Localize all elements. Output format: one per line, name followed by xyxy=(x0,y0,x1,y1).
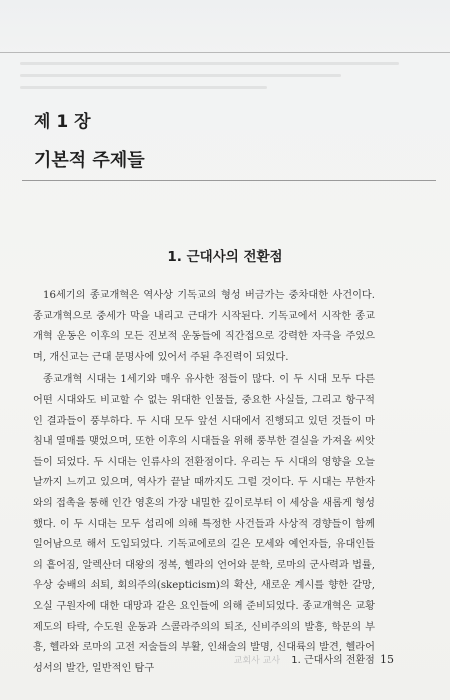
paragraph: 16세기의 종교개혁은 역사상 기독교의 형성 버금가는 중차대한 사건이다. 종교개혁으로 중세가 막을 내리고 근대가 시작된다. 기독교에서 시작한 종교개혁 운동은 이후의 모든 진보적 운동들에 직간접으로 강력한 자극을 주었으며, 개신교는 근대 문명사에 있어서 주된 추진력이 되었다. xyxy=(33,290,375,363)
section-heading: 1. 근대사의 전환점 xyxy=(167,249,283,265)
footer-faint-text: 교회사 교사 xyxy=(233,656,281,666)
body-text xyxy=(33,286,375,679)
show-through-text xyxy=(20,62,432,98)
page-number: 15 xyxy=(380,653,394,666)
paragraph: 종교개혁 시대는 1세기와 매우 유사한 점들이 많다. 이 두 시대 모두 다른 어떤 시대와도 비교할 수 없는 위대한 인물들, 중요한 사실들, 그리고 항구적인 결과들이 풍부하다. 두 시대 모두 앞선 시대에서 진행되고 있던 것들이 마침내 열매를 맺었으며, 또한 이후의 시대들을 위해 풍부한 결실을 가져올 씨앗들이 되었다. 두 시대는 인류사의 전환점이다. 우리는 두 시대의 영향을 오늘날까지 느끼고 있으며, 역사가 끝날 때까지도 그럴 것이다. 두 시대는 무한자와의 접촉을 통해 인간 영혼의 가장 내밀한 깊이로부터 이 세상을 새롭게 형성했다. 이 두 시대는 모두 섭리에 의해 특정한 사건들과 사상적 경향들이 함께 일어남으로 해서 도입되었다. 기독교에로의 길은 모세와 예언자들, 유대인들의 흩어짐, 알렉산더 대왕의 정복, 헬라의 언어와 문학, 로마의 군사력과 법률, 우상 숭배의 쇠퇴, 회의주의(skepticism)의 확산, 새로운 계시를 향한 갈망, 오실 구원자에 대한 대망과 같은 요인들에 의해 준비되었다. 종교개혁은 교황제도의 타락, 수도원 운동과 스콜라주의의 퇴조, 신비주의의 발흥, 학문의 부흥, 헬라와 로마의 고전 저술들의 부활, 인쇄술의 발명, 신대륙의 발견, 헬라어 성서의 발간, 일반적인 탐구 xyxy=(33,374,375,674)
header-rule xyxy=(0,52,450,53)
chapter-title: 기본적 주제들 xyxy=(34,150,145,171)
chapter-divider xyxy=(22,180,436,181)
running-title: 1. 근대사의 전환점 xyxy=(291,655,375,666)
chapter-number: 제 1 장 xyxy=(34,112,91,132)
page-footer xyxy=(234,651,394,666)
